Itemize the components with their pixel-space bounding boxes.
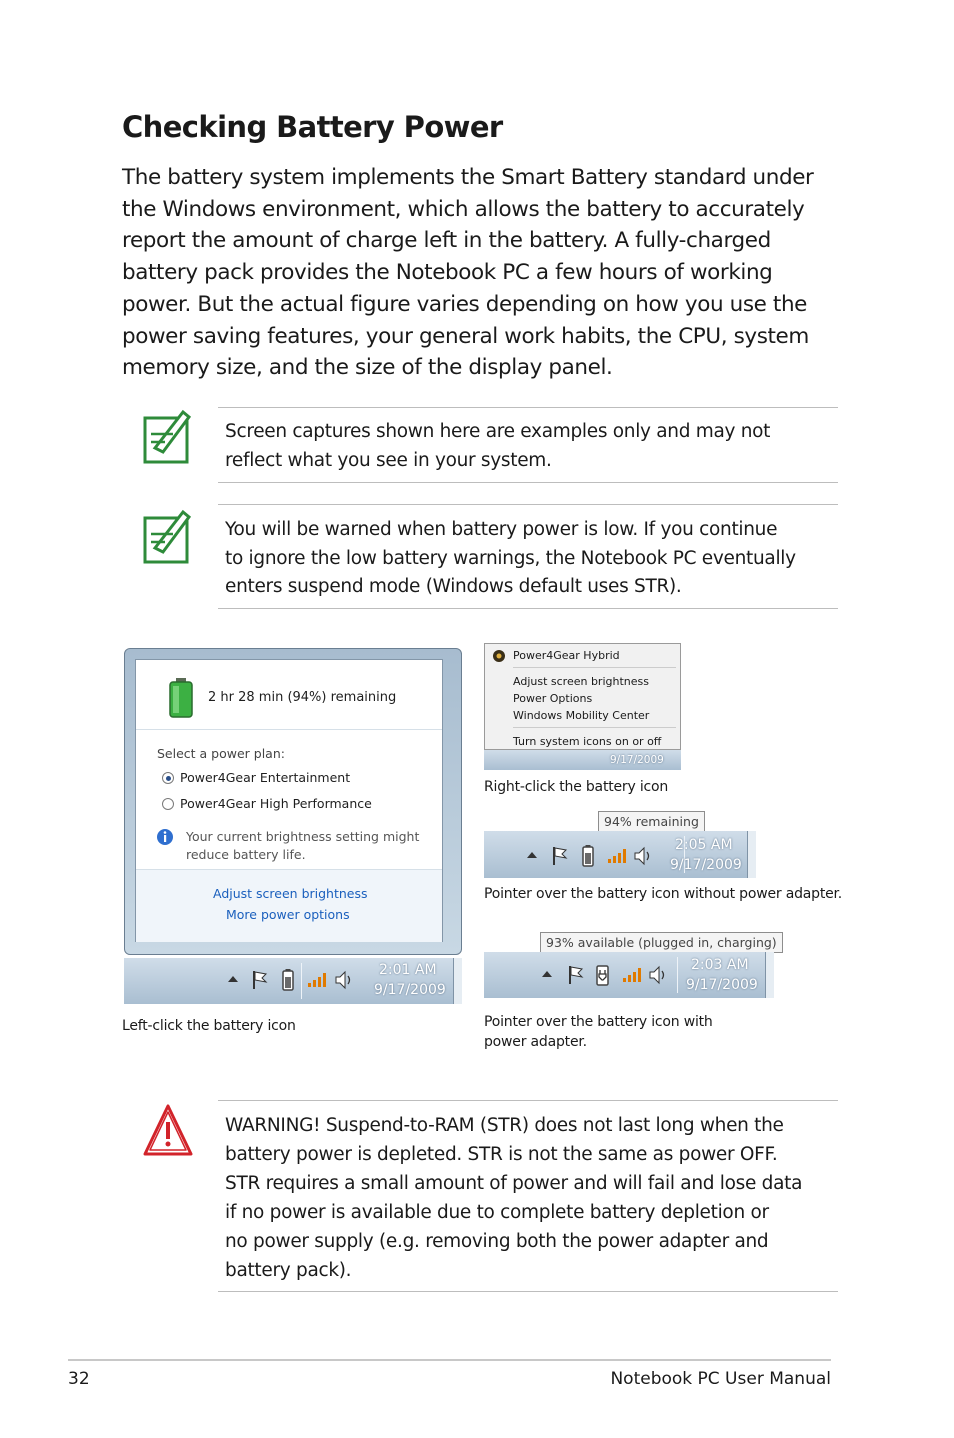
note-pencil-icon — [143, 408, 193, 466]
links-area — [136, 869, 442, 942]
page-number: 32 — [68, 1369, 90, 1389]
plan-label[interactable]: Power4Gear Entertainment — [180, 770, 351, 785]
taskbar — [484, 750, 681, 770]
warning-line: WARNING! Suspend-to-RAM (STR) does not last long when the — [225, 1115, 784, 1136]
clock-date[interactable]: 9/17/2009 — [374, 982, 446, 998]
intro-line: battery pack provides the Notebook PC a few hours of working — [122, 260, 773, 286]
note-line: enters suspend mode (Windows default uses STR). — [225, 576, 682, 597]
intro-line: The battery system implements the Smart Battery standard under — [122, 165, 814, 190]
show-desktop-button[interactable] — [453, 958, 462, 1004]
clock-time[interactable]: 2:01 AM — [379, 962, 437, 978]
note-text — [225, 516, 835, 602]
action-center-flag-icon[interactable] — [552, 846, 568, 866]
battery-full-icon — [168, 678, 194, 718]
warning-line: battery power is depleted. STR is not the same as power OFF. — [225, 1144, 778, 1165]
caption-pointer-adapter: Pointer over the battery icon with power adapter. — [484, 1014, 713, 1050]
manual-title: Notebook PC User Manual — [610, 1369, 831, 1389]
page-title: Checking Battery Power — [122, 110, 503, 144]
battery-remaining: 2 hr 28 min (94%) remaining — [208, 690, 397, 705]
show-hidden-icons-icon[interactable] — [542, 970, 552, 978]
select-plan-label: Select a power plan: — [157, 746, 285, 761]
plan-label[interactable]: Power4Gear High Performance — [180, 796, 372, 811]
note-line: reflect what you see in your system. — [225, 449, 552, 471]
plan-radio-selected[interactable] — [162, 772, 174, 784]
battery-icon[interactable] — [282, 969, 294, 991]
power4gear-icon — [492, 649, 506, 663]
note-pencil-icon — [143, 508, 193, 566]
menu-item-adjust-brightness[interactable]: Adjust screen brightness — [513, 675, 649, 688]
caption-left-click: Left-click the battery icon — [122, 1018, 296, 1034]
note-line: to ignore the low battery warnings, the Notebook PC eventually — [225, 547, 796, 569]
battery-flyout — [124, 648, 462, 955]
network-signal-icon[interactable] — [308, 972, 328, 988]
caption-pointer-no-adapter: Pointer over the battery icon without power adapter. — [484, 886, 843, 902]
intro-line: power. But the actual figure varies depending on how you use the — [122, 291, 807, 317]
speaker-icon[interactable] — [649, 966, 667, 984]
note-line: You will be warned when battery power is low. If you continue — [225, 519, 778, 540]
warning-text — [225, 1111, 835, 1285]
intro-paragraph — [122, 162, 822, 384]
network-signal-icon[interactable] — [608, 848, 628, 864]
caption-right-click: Right-click the battery icon — [484, 779, 669, 795]
footer-divider — [68, 1359, 831, 1361]
taskbar — [484, 952, 774, 998]
action-center-flag-icon[interactable] — [568, 965, 584, 985]
menu-item-power4gear[interactable]: Power4Gear Hybrid — [513, 649, 620, 662]
speaker-icon[interactable] — [634, 847, 652, 865]
warning-line: battery pack). — [225, 1260, 352, 1281]
intro-line: report the amount of charge left in the battery. A fully-charged — [122, 228, 771, 254]
plan-radio[interactable] — [162, 798, 174, 810]
show-desktop-button[interactable] — [765, 952, 774, 998]
speaker-icon[interactable] — [335, 971, 353, 989]
clock-time[interactable]: 2:03 AM — [691, 957, 749, 973]
brightness-warning: Your current brightness setting might reduce battery life. — [186, 829, 420, 862]
warning-line: if no power is available due to complete battery depletion or — [225, 1202, 769, 1223]
battery-charging-icon[interactable] — [594, 964, 612, 986]
battery-tooltip: 94% remaining — [598, 811, 705, 832]
menu-item-system-icons[interactable]: Turn system icons on or off — [513, 735, 662, 748]
intro-line: memory size, and the size of the display panel. — [122, 355, 613, 381]
clock-time[interactable]: 2:05 AM — [675, 837, 733, 853]
note-line: Screen captures shown here are examples only and may not — [225, 421, 771, 442]
intro-line: the Windows environment, which allows the battery to accurately — [122, 196, 805, 222]
warning-triangle-icon — [142, 1102, 194, 1160]
adjust-brightness-link[interactable]: Adjust screen brightness — [213, 886, 368, 901]
warning-line: no power supply (e.g. removing both the power adapter and — [225, 1231, 769, 1252]
menu-item-mobility-center[interactable]: Windows Mobility Center — [513, 709, 650, 722]
more-power-options-link[interactable]: More power options — [226, 907, 350, 922]
show-desktop-button[interactable] — [747, 831, 756, 878]
taskbar — [484, 831, 756, 878]
flyout-panel — [135, 659, 443, 942]
clock-date[interactable]: 9/17/2009 — [686, 977, 758, 993]
info-icon — [156, 828, 174, 846]
show-hidden-icons-icon[interactable] — [527, 851, 537, 859]
show-hidden-icons-icon[interactable] — [228, 975, 238, 983]
menu-item-power-options[interactable]: Power Options — [513, 692, 593, 705]
battery-tooltip: 93% available (plugged in, charging) — [540, 932, 783, 953]
taskbar — [124, 958, 462, 1004]
clock-date[interactable]: 9/17/2009 — [610, 754, 664, 766]
divider — [136, 729, 442, 730]
clock-date[interactable]: 9/17/2009 — [670, 857, 742, 873]
action-center-flag-icon[interactable] — [252, 970, 268, 990]
note-text — [225, 418, 835, 475]
warning-line: STR requires a small amount of power and will fail and lose data — [225, 1173, 803, 1194]
context-menu — [484, 643, 681, 750]
network-signal-icon[interactable] — [623, 967, 643, 983]
battery-icon[interactable] — [582, 845, 594, 867]
intro-line: power saving features, your general work habits, the CPU, system — [122, 323, 809, 349]
